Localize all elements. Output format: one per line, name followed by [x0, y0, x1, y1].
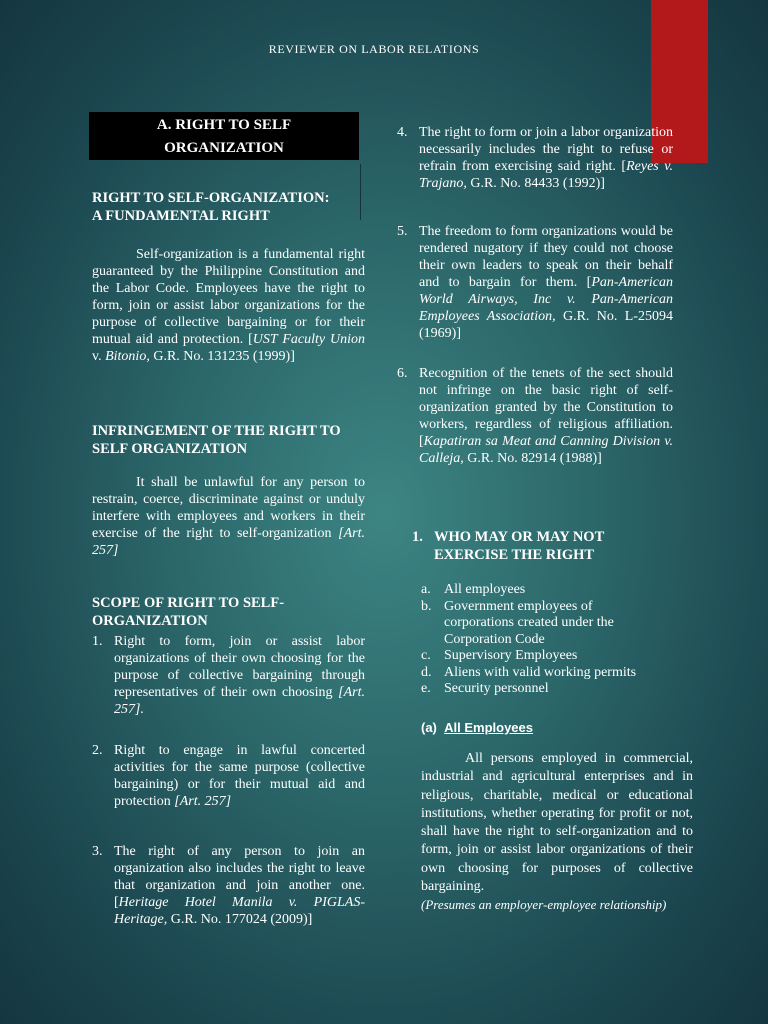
heading-fundamental-right: RIGHT TO SELF-ORGANIZATION: A FUNDAMENTAL RIGHT — [92, 190, 330, 224]
list-item: e. Security personnel — [421, 681, 549, 696]
all-employees-subheading: (a) All Employees — [421, 720, 533, 735]
list-item: 5. The freedom to form organizations would be rendered nugatory if they could not choose their own leaders to speak on their behalf and to bargain for them. [Pan-American World Airways, Inc v. Pan-American Employees Association, G.R. No. L-25094 (1969)] — [397, 224, 673, 341]
left-paragraph-1: Self-organization is a fundamental right guaranteed by the Philippine Constitution and the Labor Code. Employees have the right to form, join or assist labor organizations for the purpose of collective bargaining or for their mutual aid and protection. [UST Faculty Union v. Bitonio, G.R. No. 131235 (1999)] — [92, 247, 366, 364]
scope-list-3 — [92, 843, 365, 928]
list-item: b. Government employees of corporations created under the Corporation Code — [421, 598, 614, 647]
who-may-heading: 1. WHO MAY OR MAY NOT EXERCISE THE RIGHT — [412, 529, 605, 563]
list-item: 2. Right to engage in lawful concerted activities for the same purpose (collective bargaining) or for their mutual aid and protection [Art. 257] — [92, 743, 365, 809]
section-title-box — [89, 112, 359, 160]
list-item: 3. The right of any person to join an organization also includes the right to leave that organization and join another one. [Heritage Hotel Manila v. PIGLAS- Heritage, G.R. No. 177024 (2009)] — [92, 844, 365, 927]
right-item-4 — [397, 124, 673, 192]
left-paragraph-2: It shall be unlawful for any person to restrain, coerce, discriminate against or unduly interfere with employees and workers in their exercise of the right to self-organization [Art. 257] — [92, 475, 365, 558]
scope-list — [92, 633, 365, 718]
list-item: c. Supervisory Employees — [421, 648, 578, 663]
list-item: 4. The right to form or join a labor organization necessarily includes the right to refuse or refrain from exercising said right. [Reyes v. Trajano, G.R. No. 84433 (1992)] — [397, 125, 673, 191]
list-item: 6. Recognition of the tenets of the sect should not infringe on the basic right of self- organization granted by the Constitution to workers, regardless of religious affiliation. [Kapatiran sa Meat and Canning Division v. Calleja, G.R. No. 82914 (1988)] — [397, 366, 673, 466]
who-may-list — [421, 582, 656, 698]
list-item: d. Aliens with valid working permits — [421, 664, 637, 680]
list-item: 1. Right to form, join or assist labor organizations of their own choosing for the purpose of collective bargaining through representatives of their own choosing [Art. 257]. — [92, 634, 365, 717]
left-heading-1 — [92, 189, 365, 225]
all-employees-paragraph: All persons employed in commercial, industrial and agricultural enterprises and in religious, charitable, medical or educational institutions, whether operating for profit or not, shall have the right to self-organization and to form, join or assist labor organizations of their own choosing for purposes of collective bargaining. (Presumes an employer-employee relationship) — [421, 751, 693, 913]
right-item-5 — [397, 223, 673, 342]
right-item-6 — [397, 365, 673, 467]
section-title-line2: ORGANIZATION — [164, 140, 284, 156]
scope-list-2 — [92, 742, 365, 810]
section-title-line1: A. RIGHT TO SELF — [156, 117, 292, 133]
left-heading-2: INFRINGEMENT OF THE RIGHT TO SELF ORGANIZATION — [92, 423, 341, 457]
running-header: REVIEWER ON LABOR RELATIONS — [268, 42, 480, 56]
left-heading-3: SCOPE OF RIGHT TO SELF-ORGANIZATION — [92, 595, 285, 629]
list-item: a. All employees — [421, 582, 526, 597]
